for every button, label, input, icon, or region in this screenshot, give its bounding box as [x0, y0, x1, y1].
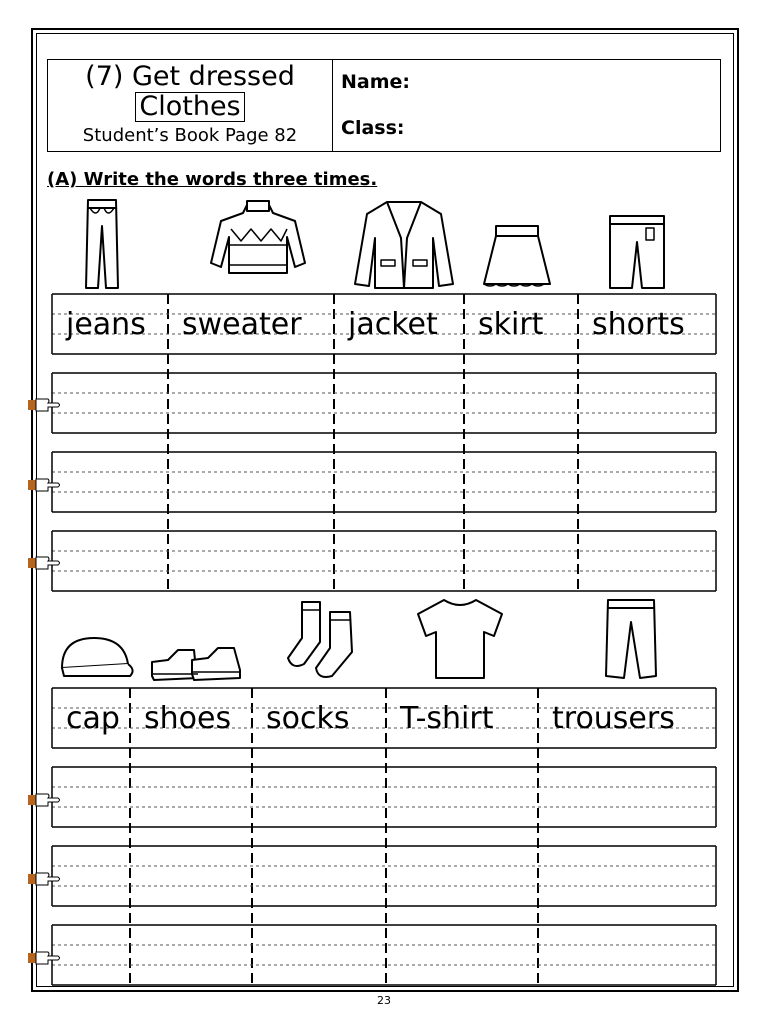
writing-grid-section-2 [50, 686, 718, 986]
shoes-icon [148, 644, 244, 684]
title-cell [48, 60, 333, 151]
instruction-emphasis: three times [252, 169, 371, 190]
unit-title: (7) Get dressed [85, 61, 295, 92]
page-number: 23 [377, 994, 391, 1007]
cap-icon [58, 634, 136, 680]
jeans-icon [80, 196, 124, 292]
instruction-prefix: (A) Write the words [47, 169, 253, 190]
word-shoes: shoes [144, 701, 232, 736]
jacket-icon [351, 198, 457, 292]
socks-icon [284, 598, 360, 680]
word-sweater: sweater [182, 307, 302, 342]
pointing-hand-icon [28, 554, 62, 572]
practice-row[interactable] [52, 846, 716, 906]
worksheet-header [47, 59, 721, 152]
word-jacket: jacket [348, 307, 438, 342]
trousers-icon [602, 596, 660, 682]
word-socks: socks [266, 701, 350, 736]
practice-row[interactable] [52, 925, 716, 985]
word-tshirt: T-shirt [400, 701, 494, 736]
word-skirt: skirt [478, 307, 544, 342]
book-reference: Student’s Book Page 82 [82, 125, 298, 146]
writing-grid-section-1 [50, 292, 718, 592]
practice-row[interactable] [52, 531, 716, 591]
instruction-suffix: . [370, 169, 378, 190]
skirt-icon [480, 224, 554, 290]
sweater-icon [207, 199, 309, 277]
class-field-label[interactable]: Class: [341, 117, 405, 139]
instruction-text [47, 169, 377, 190]
word-cap: cap [66, 701, 120, 736]
topic-title: Clothes [135, 92, 244, 122]
pointing-hand-icon [28, 870, 62, 888]
student-info-cell [333, 60, 720, 151]
word-jeans: jeans [66, 307, 146, 342]
name-field-label[interactable]: Name: [341, 71, 411, 93]
shorts-icon [606, 212, 668, 292]
pointing-hand-icon [28, 396, 62, 414]
practice-row[interactable] [52, 767, 716, 827]
practice-row[interactable] [52, 452, 716, 512]
word-trousers: trousers [552, 701, 675, 736]
pointing-hand-icon [28, 791, 62, 809]
practice-row[interactable] [52, 373, 716, 433]
pointing-hand-icon [28, 949, 62, 967]
t-shirt-icon [414, 596, 506, 682]
pointing-hand-icon [28, 476, 62, 494]
word-shorts: shorts [592, 307, 685, 342]
